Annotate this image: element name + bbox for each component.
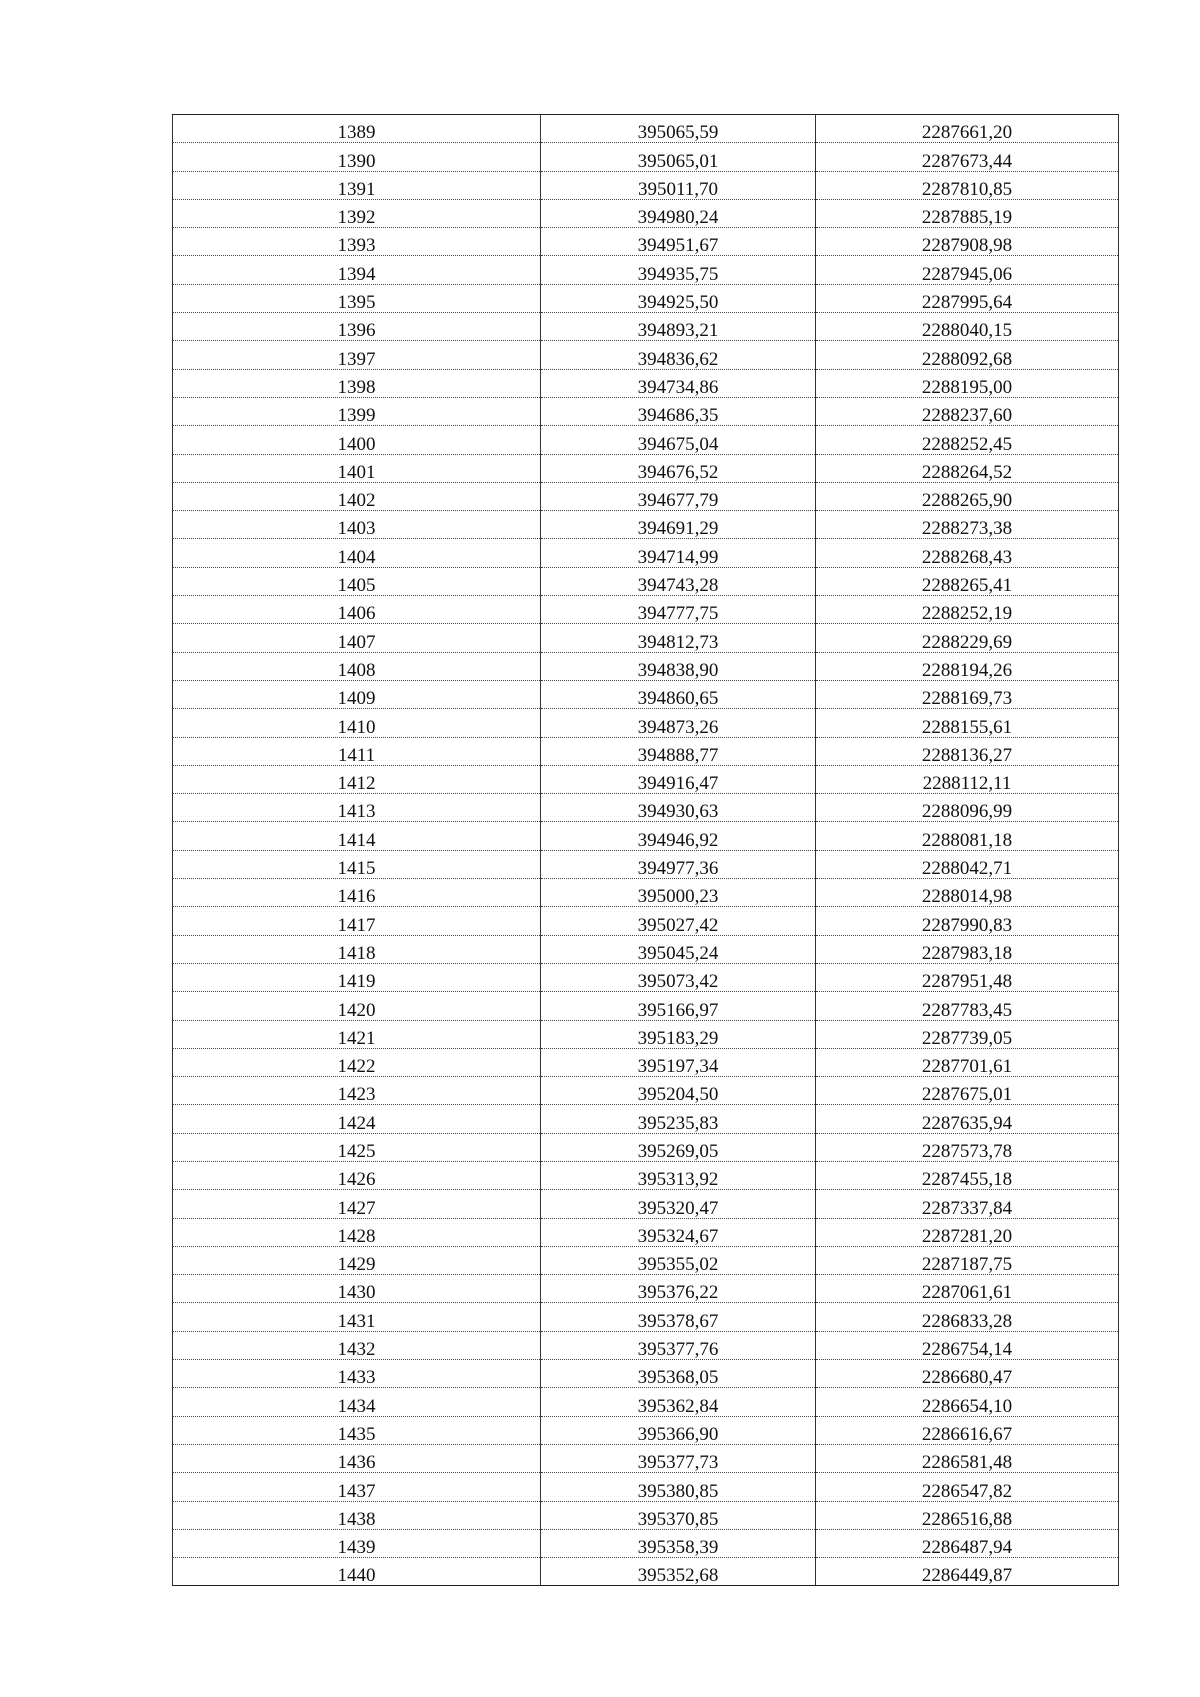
table-row xyxy=(173,1473,1119,1501)
x-coordinate-cell: 395377,76 xyxy=(541,1331,816,1359)
y-coordinate-cell: 2288096,99 xyxy=(816,794,1119,822)
table-row xyxy=(173,907,1119,935)
x-coordinate-cell: 395380,85 xyxy=(541,1473,816,1501)
x-coordinate-cell: 394676,52 xyxy=(541,454,816,482)
x-coordinate-cell: 395011,70 xyxy=(541,171,816,199)
x-coordinate-cell: 394691,29 xyxy=(541,511,816,539)
x-coordinate-cell: 394812,73 xyxy=(541,624,816,652)
x-coordinate-cell: 394951,67 xyxy=(541,228,816,256)
x-coordinate-cell: 395269,05 xyxy=(541,1133,816,1161)
y-coordinate-cell: 2286654,10 xyxy=(816,1388,1119,1416)
table-row xyxy=(173,596,1119,624)
table-row xyxy=(173,1529,1119,1557)
point-number-cell: 1428 xyxy=(173,1218,541,1246)
point-number-cell: 1432 xyxy=(173,1331,541,1359)
point-number-cell: 1418 xyxy=(173,935,541,963)
x-coordinate-cell: 394836,62 xyxy=(541,341,816,369)
point-number-cell: 1411 xyxy=(173,737,541,765)
y-coordinate-cell: 2287945,06 xyxy=(816,256,1119,284)
y-coordinate-cell: 2287573,78 xyxy=(816,1133,1119,1161)
point-number-cell: 1423 xyxy=(173,1077,541,1105)
point-number-cell: 1425 xyxy=(173,1133,541,1161)
y-coordinate-cell: 2287281,20 xyxy=(816,1218,1119,1246)
y-coordinate-cell: 2288092,68 xyxy=(816,341,1119,369)
y-coordinate-cell: 2287995,64 xyxy=(816,284,1119,312)
y-coordinate-cell: 2288195,00 xyxy=(816,369,1119,397)
table-row xyxy=(173,1360,1119,1388)
y-coordinate-cell: 2287983,18 xyxy=(816,935,1119,963)
table-row xyxy=(173,397,1119,425)
x-coordinate-cell: 395204,50 xyxy=(541,1077,816,1105)
point-number-cell: 1431 xyxy=(173,1303,541,1331)
table-row xyxy=(173,1275,1119,1303)
table-row xyxy=(173,624,1119,652)
table-row xyxy=(173,963,1119,991)
x-coordinate-cell: 394860,65 xyxy=(541,680,816,708)
point-number-cell: 1392 xyxy=(173,199,541,227)
table-row xyxy=(173,313,1119,341)
point-number-cell: 1389 xyxy=(173,115,541,143)
point-number-cell: 1407 xyxy=(173,624,541,652)
y-coordinate-cell: 2287701,61 xyxy=(816,1048,1119,1076)
table-row xyxy=(173,1077,1119,1105)
y-coordinate-cell: 2287337,84 xyxy=(816,1190,1119,1218)
table-row xyxy=(173,1444,1119,1472)
y-coordinate-cell: 2288136,27 xyxy=(816,737,1119,765)
table-row xyxy=(173,115,1119,143)
table-row xyxy=(173,199,1119,227)
point-number-cell: 1429 xyxy=(173,1246,541,1274)
x-coordinate-cell: 395324,67 xyxy=(541,1218,816,1246)
table-row xyxy=(173,567,1119,595)
table-row xyxy=(173,256,1119,284)
x-coordinate-cell: 395166,97 xyxy=(541,992,816,1020)
y-coordinate-cell: 2287455,18 xyxy=(816,1161,1119,1189)
table-row xyxy=(173,1048,1119,1076)
point-number-cell: 1421 xyxy=(173,1020,541,1048)
x-coordinate-cell: 395362,84 xyxy=(541,1388,816,1416)
y-coordinate-cell: 2287673,44 xyxy=(816,143,1119,171)
point-number-cell: 1438 xyxy=(173,1501,541,1529)
y-coordinate-cell: 2288273,38 xyxy=(816,511,1119,539)
coordinates-table-body xyxy=(173,115,1119,1586)
table-row xyxy=(173,511,1119,539)
y-coordinate-cell: 2288237,60 xyxy=(816,397,1119,425)
point-number-cell: 1427 xyxy=(173,1190,541,1218)
x-coordinate-cell: 394677,79 xyxy=(541,482,816,510)
x-coordinate-cell: 395377,73 xyxy=(541,1444,816,1472)
table-row xyxy=(173,652,1119,680)
table-row xyxy=(173,1303,1119,1331)
point-number-cell: 1415 xyxy=(173,850,541,878)
x-coordinate-cell: 395358,39 xyxy=(541,1529,816,1557)
y-coordinate-cell: 2286616,67 xyxy=(816,1416,1119,1444)
table-row xyxy=(173,879,1119,907)
y-coordinate-cell: 2287810,85 xyxy=(816,171,1119,199)
x-coordinate-cell: 395065,01 xyxy=(541,143,816,171)
x-coordinate-cell: 395378,67 xyxy=(541,1303,816,1331)
x-coordinate-cell: 395235,83 xyxy=(541,1105,816,1133)
y-coordinate-cell: 2287951,48 xyxy=(816,963,1119,991)
table-row xyxy=(173,228,1119,256)
point-number-cell: 1413 xyxy=(173,794,541,822)
point-number-cell: 1401 xyxy=(173,454,541,482)
table-row xyxy=(173,1105,1119,1133)
y-coordinate-cell: 2286754,14 xyxy=(816,1331,1119,1359)
point-number-cell: 1435 xyxy=(173,1416,541,1444)
x-coordinate-cell: 394935,75 xyxy=(541,256,816,284)
y-coordinate-cell: 2287675,01 xyxy=(816,1077,1119,1105)
y-coordinate-cell: 2287187,75 xyxy=(816,1246,1119,1274)
table-row xyxy=(173,1501,1119,1529)
table-row xyxy=(173,1133,1119,1161)
point-number-cell: 1405 xyxy=(173,567,541,595)
table-row xyxy=(173,1388,1119,1416)
point-number-cell: 1390 xyxy=(173,143,541,171)
point-number-cell: 1398 xyxy=(173,369,541,397)
table-row xyxy=(173,1020,1119,1048)
x-coordinate-cell: 395000,23 xyxy=(541,879,816,907)
table-row xyxy=(173,1218,1119,1246)
x-coordinate-cell: 395183,29 xyxy=(541,1020,816,1048)
point-number-cell: 1391 xyxy=(173,171,541,199)
y-coordinate-cell: 2286833,28 xyxy=(816,1303,1119,1331)
y-coordinate-cell: 2287739,05 xyxy=(816,1020,1119,1048)
x-coordinate-cell: 394925,50 xyxy=(541,284,816,312)
x-coordinate-cell: 395370,85 xyxy=(541,1501,816,1529)
point-number-cell: 1414 xyxy=(173,822,541,850)
point-number-cell: 1397 xyxy=(173,341,541,369)
x-coordinate-cell: 394838,90 xyxy=(541,652,816,680)
y-coordinate-cell: 2287885,19 xyxy=(816,199,1119,227)
y-coordinate-cell: 2288155,61 xyxy=(816,709,1119,737)
y-coordinate-cell: 2286547,82 xyxy=(816,1473,1119,1501)
point-number-cell: 1434 xyxy=(173,1388,541,1416)
table-row xyxy=(173,1558,1119,1586)
x-coordinate-cell: 394946,92 xyxy=(541,822,816,850)
x-coordinate-cell: 394777,75 xyxy=(541,596,816,624)
table-row xyxy=(173,284,1119,312)
x-coordinate-cell: 394888,77 xyxy=(541,737,816,765)
y-coordinate-cell: 2288014,98 xyxy=(816,879,1119,907)
x-coordinate-cell: 394916,47 xyxy=(541,765,816,793)
point-number-cell: 1426 xyxy=(173,1161,541,1189)
y-coordinate-cell: 2288042,71 xyxy=(816,850,1119,878)
table-row xyxy=(173,1416,1119,1444)
y-coordinate-cell: 2288169,73 xyxy=(816,680,1119,708)
table-row xyxy=(173,341,1119,369)
x-coordinate-cell: 394893,21 xyxy=(541,313,816,341)
x-coordinate-cell: 395027,42 xyxy=(541,907,816,935)
x-coordinate-cell: 395376,22 xyxy=(541,1275,816,1303)
y-coordinate-cell: 2286581,48 xyxy=(816,1444,1119,1472)
point-number-cell: 1412 xyxy=(173,765,541,793)
table-row xyxy=(173,171,1119,199)
x-coordinate-cell: 394675,04 xyxy=(541,426,816,454)
y-coordinate-cell: 2288081,18 xyxy=(816,822,1119,850)
point-number-cell: 1395 xyxy=(173,284,541,312)
y-coordinate-cell: 2288252,19 xyxy=(816,596,1119,624)
x-coordinate-cell: 395352,68 xyxy=(541,1558,816,1586)
y-coordinate-cell: 2286516,88 xyxy=(816,1501,1119,1529)
point-number-cell: 1403 xyxy=(173,511,541,539)
x-coordinate-cell: 394686,35 xyxy=(541,397,816,425)
y-coordinate-cell: 2287661,20 xyxy=(816,115,1119,143)
table-row xyxy=(173,765,1119,793)
x-coordinate-cell: 394734,86 xyxy=(541,369,816,397)
point-number-cell: 1419 xyxy=(173,963,541,991)
point-number-cell: 1430 xyxy=(173,1275,541,1303)
x-coordinate-cell: 394980,24 xyxy=(541,199,816,227)
y-coordinate-cell: 2288229,69 xyxy=(816,624,1119,652)
x-coordinate-cell: 395313,92 xyxy=(541,1161,816,1189)
table-row xyxy=(173,709,1119,737)
point-number-cell: 1440 xyxy=(173,1558,541,1586)
point-number-cell: 1399 xyxy=(173,397,541,425)
y-coordinate-cell: 2288040,15 xyxy=(816,313,1119,341)
point-number-cell: 1417 xyxy=(173,907,541,935)
y-coordinate-cell: 2288194,26 xyxy=(816,652,1119,680)
x-coordinate-cell: 395073,42 xyxy=(541,963,816,991)
coordinates-table xyxy=(172,114,1119,1586)
point-number-cell: 1424 xyxy=(173,1105,541,1133)
table-row xyxy=(173,850,1119,878)
y-coordinate-cell: 2288265,90 xyxy=(816,482,1119,510)
table-row xyxy=(173,992,1119,1020)
point-number-cell: 1393 xyxy=(173,228,541,256)
y-coordinate-cell: 2288268,43 xyxy=(816,539,1119,567)
table-row xyxy=(173,794,1119,822)
x-coordinate-cell: 394930,63 xyxy=(541,794,816,822)
x-coordinate-cell: 395065,59 xyxy=(541,115,816,143)
x-coordinate-cell: 394714,99 xyxy=(541,539,816,567)
table-row xyxy=(173,539,1119,567)
table-row xyxy=(173,143,1119,171)
x-coordinate-cell: 394743,28 xyxy=(541,567,816,595)
table-row xyxy=(173,737,1119,765)
x-coordinate-cell: 395197,34 xyxy=(541,1048,816,1076)
table-row xyxy=(173,822,1119,850)
point-number-cell: 1436 xyxy=(173,1444,541,1472)
point-number-cell: 1410 xyxy=(173,709,541,737)
point-number-cell: 1422 xyxy=(173,1048,541,1076)
table-row xyxy=(173,1161,1119,1189)
y-coordinate-cell: 2288264,52 xyxy=(816,454,1119,482)
table-row xyxy=(173,1190,1119,1218)
y-coordinate-cell: 2288265,41 xyxy=(816,567,1119,595)
y-coordinate-cell: 2286680,47 xyxy=(816,1360,1119,1388)
y-coordinate-cell: 2288252,45 xyxy=(816,426,1119,454)
x-coordinate-cell: 395320,47 xyxy=(541,1190,816,1218)
y-coordinate-cell: 2286487,94 xyxy=(816,1529,1119,1557)
table-row xyxy=(173,482,1119,510)
table-row xyxy=(173,1246,1119,1274)
y-coordinate-cell: 2287783,45 xyxy=(816,992,1119,1020)
table-row xyxy=(173,1331,1119,1359)
y-coordinate-cell: 2287061,61 xyxy=(816,1275,1119,1303)
x-coordinate-cell: 395366,90 xyxy=(541,1416,816,1444)
y-coordinate-cell: 2287635,94 xyxy=(816,1105,1119,1133)
table-row xyxy=(173,454,1119,482)
point-number-cell: 1402 xyxy=(173,482,541,510)
point-number-cell: 1433 xyxy=(173,1360,541,1388)
y-coordinate-cell: 2288112,11 xyxy=(816,765,1119,793)
point-number-cell: 1416 xyxy=(173,879,541,907)
point-number-cell: 1408 xyxy=(173,652,541,680)
table-row xyxy=(173,369,1119,397)
x-coordinate-cell: 394873,26 xyxy=(541,709,816,737)
point-number-cell: 1404 xyxy=(173,539,541,567)
point-number-cell: 1396 xyxy=(173,313,541,341)
y-coordinate-cell: 2287908,98 xyxy=(816,228,1119,256)
table-row xyxy=(173,426,1119,454)
table-row xyxy=(173,935,1119,963)
point-number-cell: 1409 xyxy=(173,680,541,708)
point-number-cell: 1394 xyxy=(173,256,541,284)
table-row xyxy=(173,680,1119,708)
point-number-cell: 1406 xyxy=(173,596,541,624)
point-number-cell: 1400 xyxy=(173,426,541,454)
x-coordinate-cell: 395355,02 xyxy=(541,1246,816,1274)
x-coordinate-cell: 394977,36 xyxy=(541,850,816,878)
x-coordinate-cell: 395368,05 xyxy=(541,1360,816,1388)
point-number-cell: 1420 xyxy=(173,992,541,1020)
point-number-cell: 1439 xyxy=(173,1529,541,1557)
x-coordinate-cell: 395045,24 xyxy=(541,935,816,963)
y-coordinate-cell: 2287990,83 xyxy=(816,907,1119,935)
y-coordinate-cell: 2286449,87 xyxy=(816,1558,1119,1586)
point-number-cell: 1437 xyxy=(173,1473,541,1501)
